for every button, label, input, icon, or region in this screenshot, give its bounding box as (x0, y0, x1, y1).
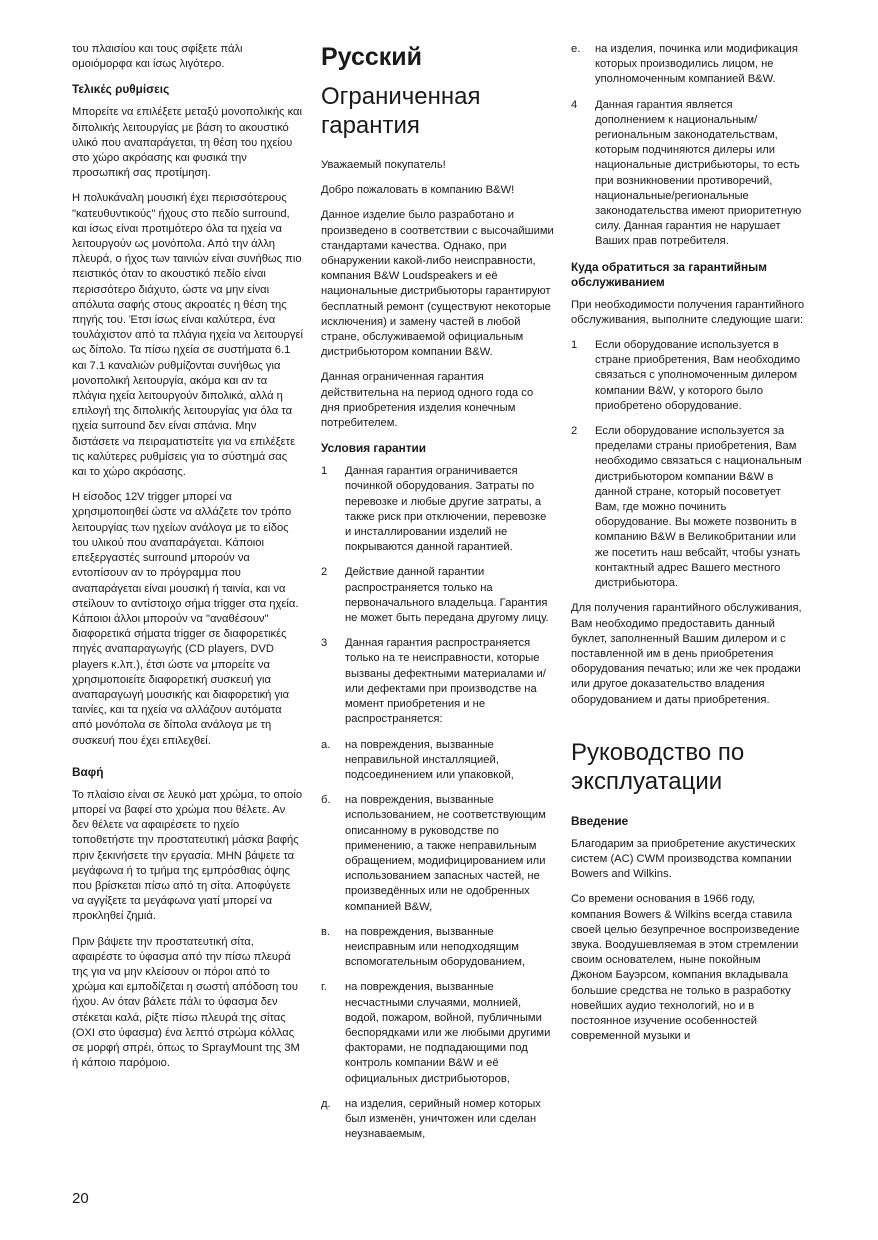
list-item (321, 793, 554, 915)
paint-paragraph-2: Πριν βάψετε την προστατευτική σίτα, αφαιρέστε το ύφασμα από την πίσω πλευρά της για να μην κλείσουν οι πόροι από το χρώμα και εμποδίζεται η σωστή απόδοση του ήχου. Αν όταν βάλετε πάλι το ύφασμα δεν στέκεται καλά, ρίξτε πίσω πλευρά της σίτας (ΟΧΙ στο ύφασμα) ένα λεπτό στρώμα κόλλας σε μορφή σπρέι, όπως το SprayMount της 3M ή κάποιο παρόμοιο. (72, 935, 300, 1070)
conditions-list (321, 464, 554, 1142)
list-item (571, 424, 805, 591)
paint-paragraph-1: Το πλαίσιο είναι σε λευκό ματ χρώμα, το οποίο μπορεί να βαφεί στο χρώμα που θέλετε. Αν δεν θέλετε να αφαιρέσετε το ηχείο τοποθετήστε την προστατευτική μάσκα βαφής πριν ξεκινήσετε την εργασία. ΜΗΝ βάψετε τα μεγάφωνα ή το τμήμα της εμπρόσθιας όψης που βρίσκεται πίσω από τη σίτα. Αποφύγετε να αγγίξετε τα μεγάφωνα γιατί μπορεί να προκληθεί ζημιά. (72, 788, 303, 923)
final-settings-paragraph-1: Μπορείτε να επιλέξετε μεταξύ μονοπολικής και διπολικής λειτουργίας με βάση το ακουστικό υλικό που αναπαράγεται, τη θέση του ηχείου στο χώρο ακρόασης και φυσικά την προσωπική σας προτίμηση. (72, 106, 303, 180)
list-marker: в. (321, 925, 331, 938)
product-text: Данное изделие было разработано и произведено в соответствии с высочайшими стандартами качества. Однако, при обнаружении какой-либо неисправности, компания B&W Loudspeakers и её национальные дистрибьюторы гарантируют бесплатный ремонт (существуют некоторые исключения) и замену частей в любой стране, обслуживаемой официальным дистрибьютором компании B&W. (321, 209, 554, 359)
list-item-text: на изделия, починка или модификация которых производились лицом, не уполномоченным компанией B&W. (595, 43, 798, 86)
manual-title: Руководство по эксплуатации (571, 738, 745, 795)
page-number: 20 (72, 1190, 89, 1207)
introduction-heading: Введение (571, 813, 629, 828)
list-item-text: Действие данной гарантии распространяется только на первоначального владельца. Гарантия не может быть передана другому лицу. (345, 566, 549, 625)
russian-column-2 (571, 42, 805, 1054)
final-settings-paragraph-3: Η είσοδος 12V trigger μπορεί να χρησιμοποιηθεί ώστε να αλλάζετε τον τρόπο λειτουργίας των ηχείων ανάλογα με το είδος του υλικού που αναπαράγεται. Κάποιοι επεξεργαστές surround μπορούν να εντοπίσουν αν το πρόγραμμα που αναπαράγεται είναι μουσική ή ταινία, και να στείλουν το αντίστοιχο σήμα trigger στα ηχεία. Κάποιοι άλλοι μπορούν να "αναθέσουν" διαφορετικά σήματα trigger σε διαφορετικές πηγές αναπαραγωγής (CD players, DVD players κ.λπ.), έτσι ώστε να μπορείτε να χρησιμοποιείτε διαφορετική συσκευή για αναπαραγωγή μουσικής και διαφορετική για ταινίες, και τα ηχεία να αλλάζουν αυτόματα από μονόπολα σε δίπολα ανάλογα με τη συσκευή που έχει επιλεχθεί. (72, 491, 299, 747)
list-item-text: Если оборудование используется за пределами страны приобретения, Вам необходимо связаться с национальным дистрибьютором компании B&W в данной стране, который посоветует Вам, где можно починить оборудование. Вы можете позвонить в компанию B&W в Великобритании или же посетить наш вебсайт, чтобы узнать контактный адрес Вашего местного дистрибьютора. (595, 425, 802, 590)
introduction-paragraph-1: Благодарим за приобретение акустических систем (AC) CWM производства компании Bowers and Wilkins. (571, 837, 796, 881)
list-item (321, 738, 554, 784)
list-marker: д. (321, 1097, 331, 1110)
list-marker: 3 (321, 637, 328, 650)
russian-column-1 (321, 42, 554, 1152)
final-settings-heading: Τελικές ρυθμίσεις (72, 82, 170, 97)
list-item-text: на повреждения, вызванные использованием, не соответствующим описанному в руководстве по применению, а также неправильным обращением, модифицированием или использованием запасных частей, не произведённых или не одобренных компанией B&W, (345, 794, 546, 913)
where-to-apply-heading: Куда обратиться за гарантийным обслуживанием (571, 259, 767, 289)
list-marker: 1 (321, 465, 328, 478)
list-marker: е. (571, 43, 581, 55)
welcome-text: Добро пожаловать в компанию B&W! (321, 184, 515, 197)
where-final-text: Для получения гарантийного обслуживания, Вам необходимо предоставить данный буклет, заполненный Вашим дилером и с поставленной им в день приобретения оборудования печатью; или же чек продажи или другое доказательство владения оборудованием и даты приобретения. (571, 602, 802, 706)
list-item (321, 925, 554, 971)
language-title: Русский (321, 43, 423, 71)
list-marker: 4 (571, 98, 578, 111)
list-item-text: на повреждения, вызванные неправильной инсталляцией, подсоединением или упаковкой, (345, 738, 514, 781)
introduction-paragraph-2: Со времени основания в 1966 году, компания Bowers & Wilkins всегда ставила своей целью безупречное воспроизведение звука. Воодушевляемая в этом стремлении своим основателем, ныне покойным Джоном Бауэрсом, компания вкладывала большие средства не только в разработку новейших аудио технологий, но и в постоянное изучение особенностей современной музыки и (571, 893, 800, 1043)
greek-intro-text: του πλαισίου και τους σφίξετε πάλι ομοιόμορφα και ίσως λιγότερο. (72, 43, 243, 71)
list-item (321, 464, 554, 555)
final-settings-paragraph-2: Η πολυκάναλη μουσική έχει περισσότερους "κατευθυντικούς" ήχους στο πεδίο surround, και ίσως είναι προτιμότερο όλα τα ηχεία να λειτουργούν ως μονόπολα. Από την άλλη πλευρά, ο ήχος των ταινιών είναι συνήθως πιο πειστικός όταν το ακουστικό πεδίο είναι περισσότερο διάχυτο, ώστε να μην είναι απόλυτα σαφής στους ακροατές η θέση της πηγής του. Έτσι ίσως είναι καλύτερα, ένα τουλάχιστον από τα πλάγια ηχεία να λειτουργεί ως δίπολο. Τα πίσω ηχεία σε συστήματα 6.1 και 7.1 καναλιών ρυθμίζονται συνήθως για μονοπολική λειτουργία, ακόμα και αν τα πλάγια ηχεία λειτουργούν διπολικά, αλλά η επιλογή της διπολικής λειτουργίας για όλα τα ηχεία surround δεν είναι σπάνια. Μην διστάσετε να πειραματιστείτε για να επιλέξετε τις καλύτερες ρυθμίσεις για το σύστημά σας και το χώρο ακρόασης. (72, 192, 303, 479)
dear-customer-text: Уважаемый покупатель! (321, 159, 446, 171)
list-marker: 2 (571, 425, 578, 438)
list-item (321, 565, 554, 626)
conditions-cont-list (571, 42, 805, 250)
warranty-title: Ограниченная гарантия (321, 83, 481, 139)
list-marker: г. (321, 981, 327, 994)
list-item (571, 98, 805, 250)
conditions-heading: Условия гарантии (321, 441, 427, 456)
list-item (321, 1097, 554, 1143)
list-item-text: Данная гарантия является дополнением к национальным/региональным законодательствам, которым подчиняются дилеры или национальные дистрибьюторы, то есть при возникновении противоречий, национальные/региональные законодательства имеют приоритетную силу. Данная гарантия не нарушает Ваших прав потребителя. (595, 98, 802, 248)
list-item-text: Если оборудование используется в стране приобретения, Вам необходимо связаться с уполномоченным дилером компании B&W, у которого было приобретено оборудование. (595, 339, 801, 412)
list-marker: а. (321, 738, 331, 751)
list-marker: 2 (321, 566, 328, 579)
paint-heading: Βαφή (72, 764, 104, 779)
list-item (321, 636, 554, 727)
list-item (571, 42, 805, 88)
list-item (571, 338, 805, 414)
where-steps-list (571, 338, 805, 591)
list-marker: б. (321, 794, 331, 807)
list-marker: 1 (571, 339, 578, 352)
list-item-text: Данная гарантия ограничивается починкой оборудования. Затраты по перевозке и любые другие затраты, а также риск при отключении, перевозке и инсталлировании изделий не покрываются данной гарантией. (345, 465, 547, 554)
list-item-text: на изделия, серийный номер которых был изменён, уничтожен или сделан неузнаваемым, (345, 1097, 541, 1141)
where-intro-text: При необходимости получения гарантийного обслуживания, выполните следующие шаги: (571, 298, 805, 326)
list-item (321, 980, 554, 1086)
greek-column (72, 42, 304, 1081)
list-item-text: Данная гарантия распространяется только на те неисправности, которые вызваны дефектными материалами и/или дефектами при производстве на момент приобретения и не распространяется: (345, 637, 546, 726)
list-item-text: на повреждения, вызванные несчастными случаями, молнией, водой, пожаром, войной, публичными беспорядками или же любыми другими факторами, не подпадающими под контроль компании B&W и её официальных дистрибьюторов, (345, 981, 551, 1085)
warranty-period-text: Данная ограниченная гарантия действительна на период одного года со дня приобретения изделия конечным потребителем. (321, 371, 534, 430)
list-item-text: на повреждения, вызванные неисправным или неподходящим вспомогательным оборудованием, (345, 925, 526, 969)
